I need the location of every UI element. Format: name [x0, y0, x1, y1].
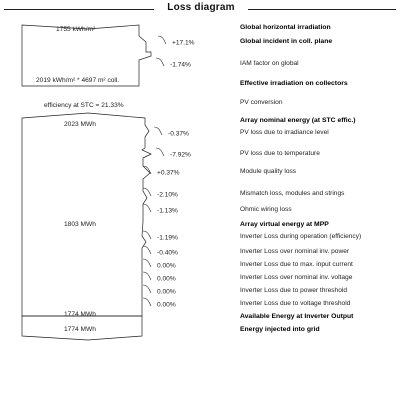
step-label-12: Inverter Loss during operation (efficiency)	[240, 233, 362, 240]
step-label-1: Global incident in coll. plane	[240, 38, 333, 45]
step-percent-9: -2.10%	[157, 191, 178, 199]
box-label-inverter-output: 1774 MWh	[64, 311, 96, 318]
step-label-11: Array virtual energy at MPP	[240, 221, 329, 228]
box-label-efficiency: efficiency at STC = 21.33%	[44, 102, 124, 109]
box-label-grid: 1774 MWh	[64, 326, 96, 333]
loss-branch-6	[154, 127, 162, 135]
loss-branch-12	[143, 231, 151, 239]
step-percent-8: +0.37%	[157, 169, 180, 177]
step-percent-2: -1.74%	[170, 61, 191, 69]
step-label-0: Global horizontal irradiation	[240, 24, 331, 31]
loss-branch-14	[143, 259, 151, 267]
step-label-5: Array nominal energy (at STC effic.)	[240, 117, 356, 124]
step-label-3: Effective irradiation on collectors	[240, 80, 348, 87]
step-label-6: PV loss due to irradiance level	[240, 129, 329, 136]
loss-branch-10	[143, 204, 151, 212]
step-label-10: Ohmic wiring loss	[240, 206, 292, 213]
step-label-7: PV loss due to temperature	[240, 150, 320, 157]
step-label-14: Inverter Loss due to max. input current	[240, 261, 353, 268]
step-label-8: Module quality loss	[240, 168, 297, 175]
box-label-mpp: 1803 MWh	[64, 221, 96, 228]
step-percent-10: -1.13%	[157, 207, 178, 215]
step-percent-15: 0.00%	[157, 275, 176, 283]
step-percent-13: -0.40%	[157, 249, 178, 257]
loss-branch-13	[143, 246, 151, 254]
step-label-18: Available Energy at Inverter Output	[240, 313, 354, 320]
loss-branch-2	[156, 58, 164, 66]
step-percent-12: -1.19%	[157, 234, 178, 242]
step-percent-16: 0.00%	[157, 288, 176, 296]
step-percent-7: -7.92%	[170, 151, 191, 159]
box-label-ghi: 1755 kWh/m²	[56, 26, 96, 33]
step-label-17: Inverter Loss due to voltage threshold	[240, 300, 351, 307]
loss-branch-7	[156, 148, 164, 156]
loss-branch-1	[158, 36, 166, 44]
step-label-19: Energy injected into grid	[240, 326, 320, 333]
loss-branch-9	[143, 188, 151, 196]
step-percent-17: 0.00%	[157, 301, 176, 309]
step-label-9: Mismatch loss, modules and strings	[240, 190, 345, 197]
percent-labels	[157, 40, 195, 309]
step-label-4: PV conversion	[240, 99, 283, 106]
step-label-15: Inverter Loss over nominal inv. voltage	[240, 274, 353, 281]
energy-block-outline	[22, 113, 151, 316]
loss-branch-17	[143, 298, 151, 306]
step-percent-14: 0.00%	[157, 262, 176, 270]
step-percent-6: -0.37%	[168, 130, 189, 138]
box-label-nominal: 2023 MWh	[64, 121, 96, 128]
loss-branch-15	[143, 272, 151, 280]
box-label-effective: 2019 kWh/m² * 4697 m² coll.	[36, 77, 120, 84]
diagram-title: Loss diagram	[167, 2, 235, 13]
step-label-2: IAM factor on global	[240, 60, 299, 67]
loss-branch-16	[143, 285, 151, 293]
step-percent-1: +17.1%	[172, 39, 195, 47]
step-label-13: Inverter Loss over nominal inv. power	[240, 248, 350, 255]
step-label-16: Inverter Loss due to power threshold	[240, 287, 348, 294]
